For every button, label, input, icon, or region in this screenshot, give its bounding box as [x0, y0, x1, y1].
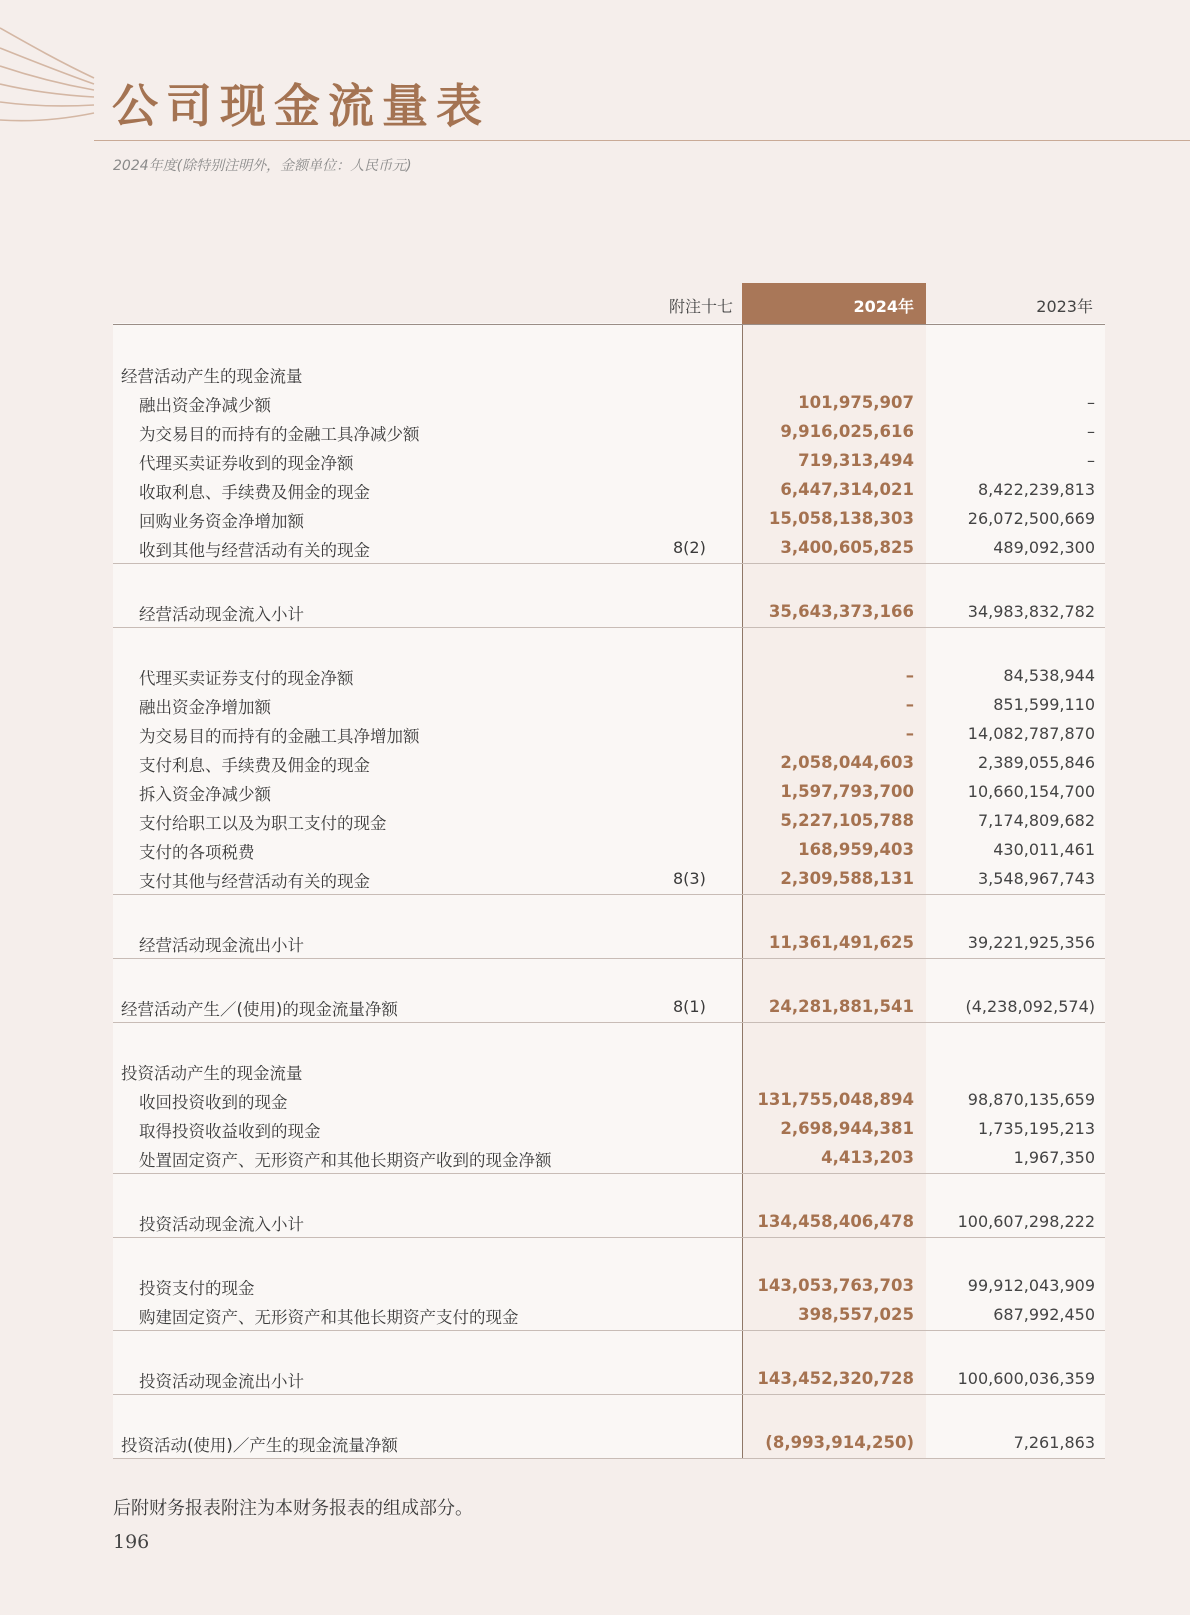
- row-label: 支付其他与经营活动有关的现金: [139, 872, 370, 891]
- table-header: [113, 283, 1105, 325]
- row-note: 8(3): [673, 869, 706, 888]
- table-body: [113, 325, 1105, 1459]
- row-value-2024: 131,755,048,894: [757, 1090, 914, 1109]
- row-label: 收到其他与经营活动有关的现金: [139, 541, 370, 560]
- table-row: [113, 992, 1105, 1023]
- table-row: [113, 1143, 1105, 1174]
- table-row: [113, 417, 1105, 446]
- cash-flow-table: [113, 283, 1105, 1459]
- decorative-arc-lines: [0, 0, 100, 145]
- header-note: 附注十七: [668, 297, 733, 316]
- row-value-2023: 7,174,809,682: [977, 811, 1095, 830]
- table-row: [113, 388, 1105, 417]
- row-value-2024: 2,309,588,131: [780, 869, 914, 888]
- table-row: [113, 1271, 1105, 1300]
- table-row: [113, 359, 1105, 388]
- row-value-2023: –: [1087, 451, 1095, 470]
- header-current-year: 2024年: [742, 283, 926, 324]
- row-value-2024: 398,557,025: [798, 1305, 914, 1324]
- row-label: 融出资金净减少额: [139, 396, 271, 415]
- row-label: 投资活动(使用)／产生的现金流量净额: [121, 1436, 398, 1455]
- row-label: 支付的各项税费: [139, 843, 255, 862]
- page-number: 196: [113, 1531, 150, 1553]
- row-label: 收回投资收到的现金: [139, 1093, 288, 1112]
- row-value-2024: 143,452,320,728: [757, 1369, 914, 1388]
- table-row: [113, 864, 1105, 895]
- header-prior-year: 2023年: [1036, 297, 1093, 316]
- table-row: [113, 504, 1105, 533]
- row-value-2023: 39,221,925,356: [967, 933, 1095, 952]
- row-gap: [113, 959, 1105, 992]
- row-value-2023: 1,735,195,213: [977, 1119, 1095, 1138]
- row-gap: [113, 1174, 1105, 1207]
- row-value-2023: –: [1087, 393, 1095, 412]
- row-value-2024: 168,959,403: [798, 840, 914, 859]
- row-value-2024: 1,597,793,700: [780, 782, 914, 801]
- table-row: [113, 928, 1105, 959]
- page-title: 公司现金流量表: [112, 79, 490, 133]
- row-value-2023: (4,238,092,574): [965, 997, 1095, 1016]
- row-label: 投资活动现金流入小计: [139, 1215, 304, 1234]
- row-value-2024: 35,643,373,166: [768, 602, 914, 621]
- table-row: [113, 1300, 1105, 1331]
- row-value-2023: –: [1087, 422, 1095, 441]
- row-value-2023: 100,600,036,359: [957, 1369, 1095, 1388]
- row-value-2023: 489,092,300: [993, 538, 1095, 557]
- row-value-2024: (8,993,914,250): [765, 1433, 914, 1452]
- row-value-2024: 4,413,203: [821, 1148, 914, 1167]
- row-value-2024: 24,281,881,541: [768, 997, 914, 1016]
- row-value-2024: 143,053,763,703: [757, 1276, 914, 1295]
- row-value-2024: –: [905, 695, 914, 714]
- row-value-2024: 5,227,105,788: [780, 811, 914, 830]
- table-row: [113, 719, 1105, 748]
- row-value-2023: 100,607,298,222: [957, 1212, 1095, 1231]
- row-value-2024: 9,916,025,616: [780, 422, 914, 441]
- row-label: 拆入资金净减少额: [139, 785, 271, 804]
- row-label: 支付利息、手续费及佣金的现金: [139, 756, 370, 775]
- row-value-2024: 6,447,314,021: [780, 480, 914, 499]
- row-value-2023: 851,599,110: [993, 695, 1095, 714]
- row-value-2023: 430,011,461: [993, 840, 1095, 859]
- row-value-2024: 719,313,494: [798, 451, 914, 470]
- title-divider: [94, 140, 1190, 141]
- row-value-2023: 10,660,154,700: [967, 782, 1095, 801]
- table-row: [113, 835, 1105, 864]
- row-gap: [113, 1238, 1105, 1271]
- row-value-2023: 99,912,043,909: [967, 1276, 1095, 1295]
- row-value-2024: 15,058,138,303: [768, 509, 914, 528]
- row-label: 经营活动产生／(使用)的现金流量净额: [121, 1000, 398, 1019]
- row-label: 代理买卖证券支付的现金净额: [139, 669, 354, 688]
- row-value-2023: 98,870,135,659: [967, 1090, 1095, 1109]
- row-label: 经营活动现金流入小计: [139, 605, 304, 624]
- row-value-2024: 11,361,491,625: [768, 933, 914, 952]
- table-row: [113, 533, 1105, 564]
- row-value-2023: 3,548,967,743: [977, 869, 1095, 888]
- table-row: [113, 806, 1105, 835]
- row-value-2023: 687,992,450: [993, 1305, 1095, 1324]
- row-value-2024: 2,698,944,381: [780, 1119, 914, 1138]
- row-label: 投资活动产生的现金流量: [121, 1064, 303, 1083]
- table-row: [113, 661, 1105, 690]
- row-label: 为交易目的而持有的金融工具净增加额: [139, 727, 420, 746]
- row-note: 8(2): [673, 538, 706, 557]
- row-value-2023: 26,072,500,669: [967, 509, 1095, 528]
- row-value-2023: 14,082,787,870: [967, 724, 1095, 743]
- row-gap: [113, 325, 1105, 359]
- table-row: [113, 1428, 1105, 1459]
- row-label: 支付给职工以及为职工支付的现金: [139, 814, 387, 833]
- row-gap: [113, 895, 1105, 928]
- table-row: [113, 748, 1105, 777]
- row-value-2023: 7,261,863: [1013, 1433, 1095, 1452]
- row-label: 回购业务资金净增加额: [139, 512, 304, 531]
- footnote: 后附财务报表附注为本财务报表的组成部分。: [113, 1498, 473, 1519]
- row-value-2024: 3,400,605,825: [780, 538, 914, 557]
- row-gap: [113, 1331, 1105, 1364]
- row-label: 取得投资收益收到的现金: [139, 1122, 321, 1141]
- table-row: [113, 1207, 1105, 1238]
- row-label: 经营活动产生的现金流量: [121, 367, 303, 386]
- row-note: 8(1): [673, 997, 706, 1016]
- row-value-2023: 1,967,350: [1013, 1148, 1095, 1167]
- table-row: [113, 777, 1105, 806]
- row-gap: [113, 1023, 1105, 1056]
- page-subtitle: 2024年度(除特别注明外，金额单位：人民币元): [113, 158, 412, 174]
- row-value-2024: 2,058,044,603: [780, 753, 914, 772]
- row-label: 代理买卖证券收到的现金净额: [139, 454, 354, 473]
- row-label: 投资活动现金流出小计: [139, 1372, 304, 1391]
- row-label: 处置固定资产、无形资产和其他长期资产收到的现金净额: [139, 1151, 552, 1170]
- row-value-2024: 134,458,406,478: [757, 1212, 914, 1231]
- row-gap: [113, 1395, 1105, 1428]
- table-row: [113, 1114, 1105, 1143]
- row-value-2024: –: [905, 724, 914, 743]
- table-row: [113, 1364, 1105, 1395]
- row-value-2023: 34,983,832,782: [967, 602, 1095, 621]
- row-value-2024: –: [905, 666, 914, 685]
- row-label: 收取利息、手续费及佣金的现金: [139, 483, 370, 502]
- row-label: 为交易目的而持有的金融工具净减少额: [139, 425, 420, 444]
- table-row: [113, 1056, 1105, 1085]
- row-label: 融出资金净增加额: [139, 698, 271, 717]
- row-gap: [113, 628, 1105, 661]
- row-value-2023: 2,389,055,846: [977, 753, 1095, 772]
- row-gap: [113, 564, 1105, 597]
- row-value-2023: 8,422,239,813: [977, 480, 1095, 499]
- table-row: [113, 446, 1105, 475]
- row-value-2023: 84,538,944: [1003, 666, 1095, 685]
- row-label: 投资支付的现金: [139, 1279, 255, 1298]
- row-label: 购建固定资产、无形资产和其他长期资产支付的现金: [139, 1308, 519, 1327]
- row-value-2024: 101,975,907: [798, 393, 914, 412]
- table-row: [113, 475, 1105, 504]
- table-row: [113, 597, 1105, 628]
- table-row: [113, 690, 1105, 719]
- table-row: [113, 1085, 1105, 1114]
- row-label: 经营活动现金流出小计: [139, 936, 304, 955]
